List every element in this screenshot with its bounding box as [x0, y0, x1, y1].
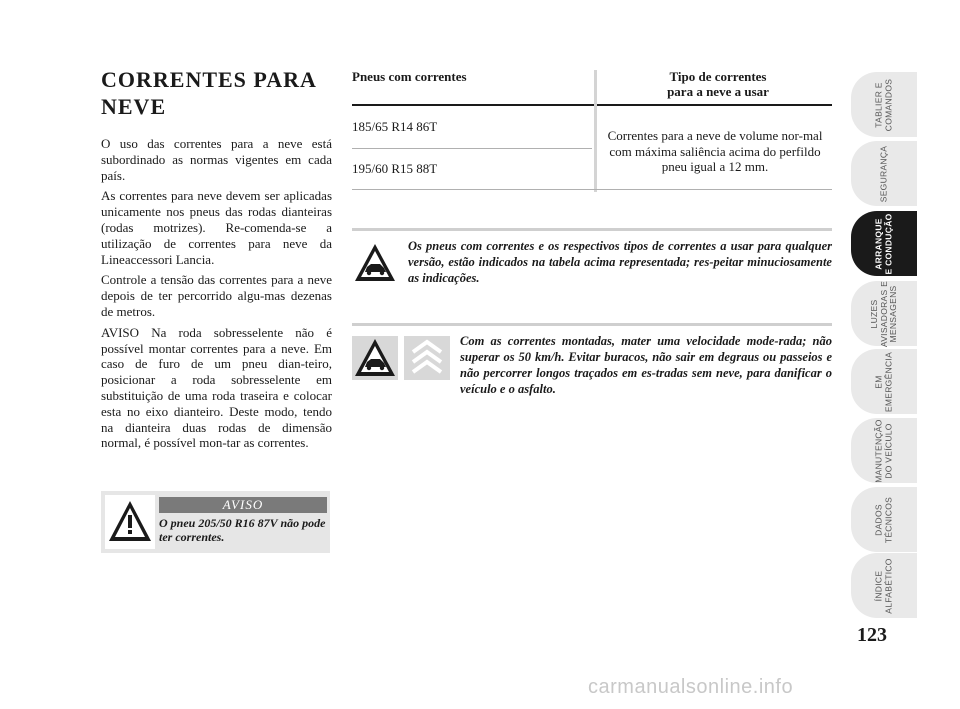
aviso-heading: AVISO: [159, 497, 327, 513]
tab-tablier-comandos[interactable]: [851, 72, 917, 137]
tab-luzes-avisadoras[interactable]: [851, 281, 917, 346]
car-warning-icon: [352, 241, 398, 285]
paragraph: O uso das correntes para a neve está subordinado as normas vigentes em cada país.: [101, 136, 332, 183]
page-title: [101, 66, 341, 120]
warning-triangle-icon: [105, 495, 155, 549]
warning-block: [352, 228, 832, 291]
watermark: carmanualsonline.info: [588, 676, 794, 698]
paragraph: As correntes para neve devem ser aplicadas unicamente nos pneus das rodas dianteiras (rodas motrizes). Re-comenda-se a utilização de correntes para neve da Lineaccessori Lancia.: [101, 188, 332, 267]
tab-seguranca[interactable]: [851, 141, 917, 206]
body-text: [101, 136, 332, 456]
tab-label: ÍNDICE ALFABÉTICO: [873, 557, 893, 614]
tab-dados-tecnicos[interactable]: [851, 487, 917, 552]
table-cell-chain-type: Correntes para a neve de volume nor-mal com máxima saliência acima do perfildo pneu igual a 12 mm.: [607, 128, 823, 175]
title-line-1: CORRENTES PARA: [101, 67, 317, 92]
road-chevron-icon: [404, 336, 450, 380]
title-line-2: NEVE: [101, 94, 167, 119]
table-header-tyres: Pneus com correntes: [352, 69, 467, 84]
chains-table: [352, 66, 832, 192]
tab-label: SEGURANÇA: [878, 145, 889, 202]
tab-arranque-conducao[interactable]: [851, 211, 917, 276]
tab-label: TABLIER E COMANDOS: [873, 78, 893, 131]
car-warning-icon: [352, 336, 398, 380]
tab-label: MANUTENÇÃO DO VEÍCULO: [873, 418, 893, 483]
tab-label: LUZES AVISADORAS E MENSAGENS: [868, 280, 898, 347]
paragraph: AVISO Na roda sobresselente não é possível montar correntes para a neve. Em caso de furo de um pneu dian-teiro, posicionar a roda sobresselente em substituição de uma roda traseira e colocar esta no eixo dianteiro. Deste modo, tendo na dianteira duas rodas de dimensão normal, é possível mon-tar as correntes.: [101, 324, 332, 451]
table-header-rule: [352, 104, 832, 106]
warning-block: [352, 323, 832, 406]
paragraph: Controle a tensão das correntes para a neve depois de ter percorrido algu-mas dezenas de metros.: [101, 272, 332, 319]
tab-label: ARRANQUE E CONDUÇÃO: [873, 212, 893, 275]
table-header-chain-type: [604, 69, 832, 99]
warning-text: Com as correntes montadas, mater uma velocidade mode-rada; não superar os 50 km/h. Evitar buracos, não sair em degraus ou passeios e não percorrer longos traçados em es-tradas sem neve, para danificar o veículo e o asfalto.: [460, 334, 832, 396]
table-row-rule: [352, 148, 592, 149]
table-header-line: Tipo de correntes: [669, 69, 767, 84]
warning-text: Os pneus com correntes e os respectivos tipos de correntes a usar para qualquer versão, estão indicados na tabela acima representada; res-peitar minuciosamente as indicações.: [408, 239, 832, 285]
tab-label: EM EMERGÊNCIA: [873, 351, 893, 412]
page-number: 123: [857, 624, 887, 646]
aviso-text: O pneu 205/50 R16 87V não pode ter correntes.: [159, 516, 326, 544]
table-cell-tyre: 185/65 R14 86T: [352, 119, 438, 134]
tab-indice-alfabetico[interactable]: [851, 553, 917, 618]
table-header-line: para a neve a usar: [667, 84, 769, 99]
tab-manutencao-veiculo[interactable]: [851, 418, 917, 483]
table-cell-tyre: 195/60 R15 88T: [352, 161, 438, 176]
tab-em-emergencia[interactable]: [851, 349, 917, 414]
aviso-box: [101, 491, 330, 553]
table-bottom-rule: [352, 189, 832, 190]
table-column-separator: [594, 70, 597, 192]
tab-label: DADOS TÉCNICOS: [873, 496, 893, 543]
